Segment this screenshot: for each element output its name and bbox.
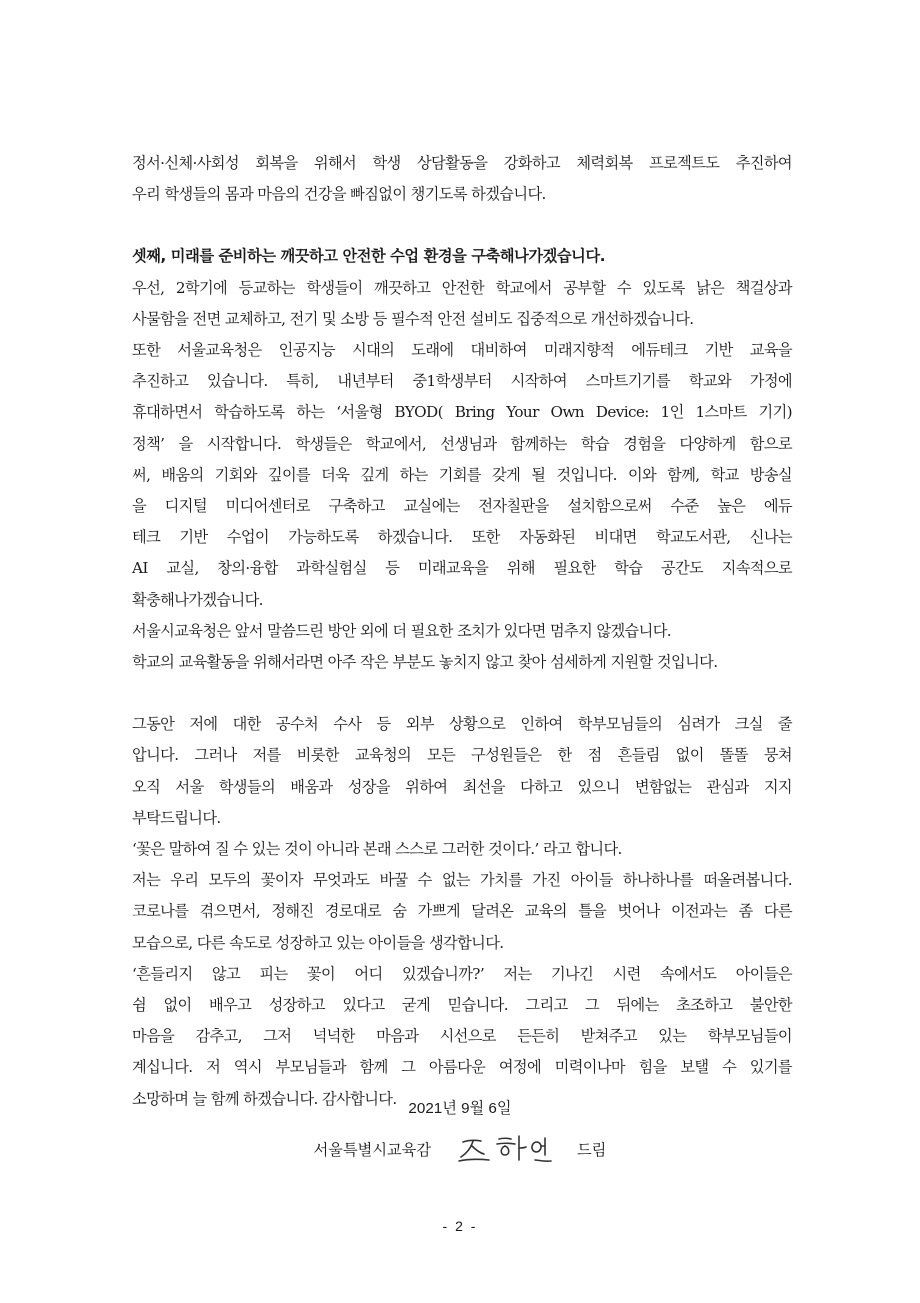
- text-line: ‘흔들리지 않고 피는 꽃이 어디 있겠습니까?’ 저는 기나긴 시련 속에서도 아이들은: [132, 964, 792, 983]
- page-number: - 2 -: [442, 1218, 478, 1234]
- section-paragraph: [132, 273, 792, 679]
- text-line: 테크 기반 수업이 가능하도록 하겠습니다. 또한 자동화된 비대면 학교도서관, 신나는: [132, 528, 792, 547]
- text-line: 우선, 2학기에 등교하는 학생들이 깨끗하고 안전한 학교에서 공부할 수 있도록 낡은 책걸상과: [132, 278, 792, 297]
- text-line: 추진하고 있습니다. 특히, 내년부터 중1학생부터 시작하여 스마트기기를 학교와 가정에: [132, 372, 792, 391]
- text-line: 또한 서울교육청은 인공지능 시대의 도래에 대비하여 미래지향적 에듀테크 기반 교육을: [132, 341, 792, 360]
- text-line: 마음을 감추고, 그저 넉넉한 마음과 시선으로 든든히 받쳐주고 있는 학부모님들이: [132, 1027, 792, 1046]
- text-line: 쉼 없이 배우고 성장하고 있다고 굳게 믿습니다. 그리고 그 뒤에는 초조하고 불안한: [132, 996, 792, 1015]
- text-line: 저는 우리 모두의 꽃이자 무엇과도 바꿀 수 없는 가치를 가진 아이들 하나하나를 떠올려봅니다.: [132, 871, 792, 890]
- text-line: 휴대하면서 학습하도록 하는 ‘서울형 BYOD( Bring Your Own Device: 1인 1스마트 기기): [132, 403, 792, 422]
- text-line: 그동안 저에 대한 공수처 수사 등 외부 상황으로 인하여 학부모님들의 심려가 크실 줄: [132, 715, 792, 734]
- letter-body: [132, 148, 792, 1115]
- text-line: 계십니다. 저 역시 부모님들과 함께 그 아름다운 여정에 미력이나마 힘을 보탤 수 있기를: [132, 1058, 792, 1077]
- text-line: 정책’ 을 시작합니다. 학생들은 학교에서, 선생님과 함께하는 학습 경험을 다양하게 함으로: [132, 434, 792, 453]
- text-line: 학교의 교육활동을 위해서라면 아주 작은 부분도 놓치지 않고 찾아 섬세하게 지원할 것입니다.: [132, 653, 718, 672]
- handwritten-signature: [455, 1130, 559, 1170]
- text-line: 정서·신체·사회성 회복을 위해서 학생 상담활동을 강화하고 체력회복 프로젝트도 추진하여: [132, 154, 792, 172]
- signature-block: [0, 1130, 920, 1170]
- text-line: 부탁드립니다.: [132, 808, 221, 827]
- letter-date: 2021년 9월 6일: [408, 1100, 512, 1117]
- text-line: 사물함을 전면 교체하고, 전기 및 소방 등 필수적 안전 설비도 집중적으로 개선하겠습니다.: [132, 309, 694, 328]
- signer-title: 서울특별시교육감: [313, 1141, 432, 1159]
- text-line: ‘꽃은 말하여 질 수 있는 것이 아니라 본래 스스로 그러한 것이다.’ 라고 합니다.: [132, 840, 622, 859]
- text-line: 써, 배움의 기회와 깊이를 더욱 깊게 하는 기회를 갖게 될 것입니다. 이와 함께, 학교 방송실: [132, 465, 792, 484]
- text-line: 오직 서울 학생들의 배움과 성장을 위하여 최선을 다하고 있으니 변함없는 관심과 지지: [132, 777, 792, 796]
- text-line: 코로나를 겪으면서, 정해진 경로대로 숨 가쁘게 달려온 교육의 틀을 벗어나 이전과는 좀 다른: [132, 902, 792, 921]
- text-line: AI 교실, 창의·융합 과학실험실 등 미래교육을 위해 필요한 학습 공간도 지속적으로: [132, 559, 792, 578]
- text-line: 확충해나가겠습니다.: [132, 590, 263, 609]
- closing-word: 드림: [577, 1141, 607, 1159]
- text-line: 을 디지털 미디어센터로 구축하고 교실에는 전자칠판을 설치함으로써 수준 높은 에듀: [132, 497, 792, 516]
- closing-paragraph: [132, 709, 792, 1115]
- text-line: 모습으로, 다른 속도로 성장하고 있는 아이들을 생각합니다.: [132, 933, 504, 952]
- text-line: 압니다. 그러나 저를 비롯한 교육청의 모든 구성원들은 한 점 흔들림 없이 똘똘 뭉쳐: [132, 746, 792, 765]
- intro-paragraph: [132, 148, 792, 210]
- text-line: 서울시교육청은 앞서 말씀드린 방안 외에 더 필요한 조치가 있다면 멈추지 않겠습니다.: [132, 621, 671, 640]
- text-line: 소망하며 늘 함께 하겠습니다. 감사합니다.: [132, 1089, 397, 1108]
- section-heading: 셋째, 미래를 준비하는 깨끗하고 안전한 수업 환경을 구축해나가겠습니다.: [132, 247, 606, 266]
- text-line: 우리 학생들의 몸과 마음의 건강을 빠짐없이 챙기도록 하겠습니다.: [132, 185, 546, 204]
